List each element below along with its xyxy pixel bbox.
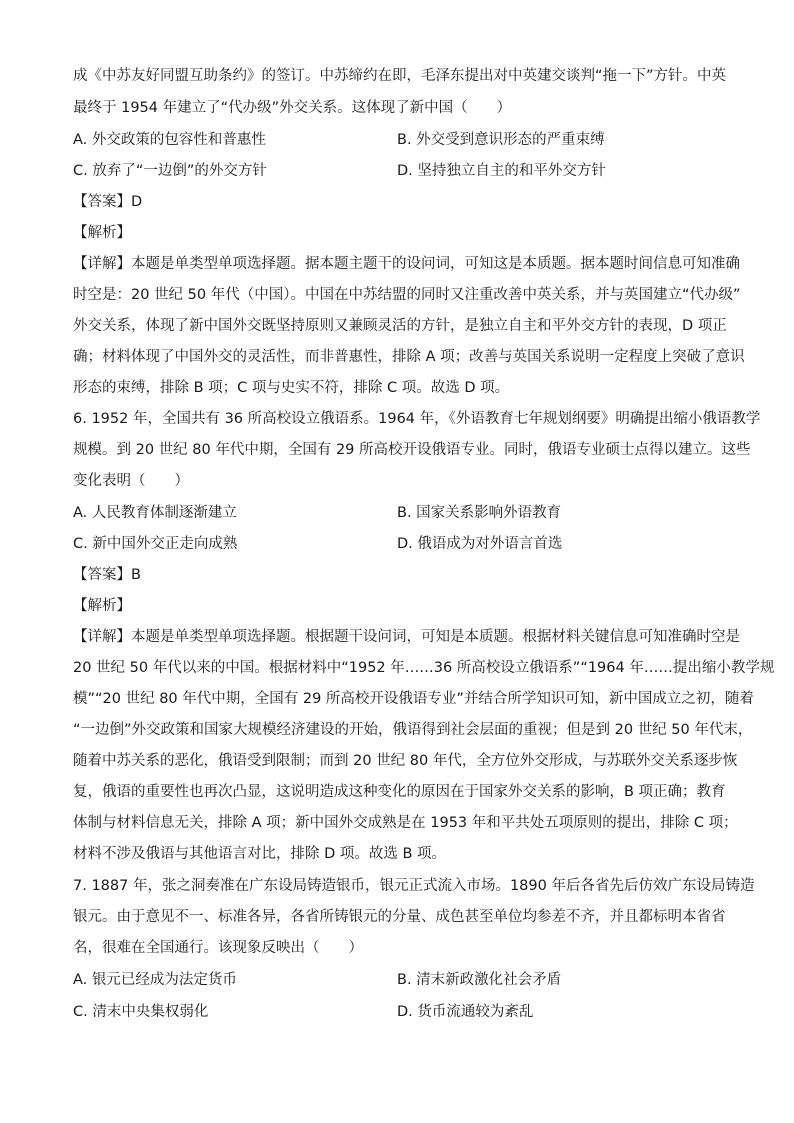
q6-detail-line: 体制与材料信息无关，排除 A 项；新中国外交成熟是在 1953 年和平共处五项原则的提出，排除 C 项； [73,815,738,831]
q6-stem-line-3: 变化表明（ ） [73,473,189,489]
q6-option-c[interactable]: C. 新中国外交正走向成熟 [73,536,238,552]
q5-stem-line-1: 成《中苏友好同盟互助条约》的签订。中苏缔约在即，毛泽东提出对中英建交谈判“拖一下”方针。中英 [73,68,727,84]
q5-analysis-label: 【解析】 [73,225,131,241]
q5-detail-line: 时空是：20 世纪 50 年代（中国）。中国在中苏结盟的同时又注重改善中英关系，并与英国建立“代办级” [73,287,741,303]
q6-option-d[interactable]: D. 俄语成为对外语言首选 [397,536,563,552]
q6-detail-line: 【详解】本题是单类型单项选择题。根据题干设问词，可知是本质题。根据材料关键信息可知准确时空是 [73,629,740,645]
q6-stem-line-1: 6. 1952 年，全国共有 36 所高校设立俄语系。1964 年，《外语教育七年规划纲要》明确提出缩小俄语教学 [73,411,761,427]
q5-detail-line: 形态的束缚，排除 B 项；C 项与史实不符，排除 C 项。故选 D 项。 [73,380,510,396]
q6-detail-line: 材料不涉及俄语与其他语言对比，排除 D 项。故选 B 项。 [73,846,447,862]
q7-option-b[interactable]: B. 清末新政激化社会矛盾 [397,972,562,988]
q7-option-d[interactable]: D. 货币流通较为紊乱 [397,1004,534,1020]
q5-answer: 【答案】D [73,194,143,210]
q5-stem-line-2: 最终于 1954 年建立了“代办级”外交关系。这体现了新中国（ ） [73,100,512,116]
q5-detail-line: 确；材料体现了中国外交的灵活性，而非普惠性，排除 A 项；改善与英国关系说明一定程度上突破了意识 [73,349,745,365]
q7-stem-line-1: 7. 1887 年，张之洞奏准在广东设局铸造银币，银元正式流入市场。1890 年后各省先后仿效广东设局铸造 [73,878,755,894]
q5-option-a[interactable]: A. 外交政策的包容性和普惠性 [73,132,266,148]
q6-detail-line: 20 世纪 50 年代以来的中国。根据材料中“1952 年……36 所高校设立俄语系”“1964 年……提出缩小教学规 [73,660,775,676]
q7-stem-line-3: 名，很难在全国通行。该现象反映出（ ） [73,940,363,956]
q6-answer: 【答案】B [73,567,141,583]
q6-detail-line: 复，俄语的重要性也再次凸显，这说明造成这种变化的原因在于国家外交关系的影响，B 项正确；教育 [73,784,726,800]
q7-stem-line-2: 银元。由于意见不一、标准各异，各省所铸银元的分量、成色甚至单位均参差不齐，并且都标明本省省 [73,909,726,925]
q6-stem-line-2: 规模。到 20 世纪 80 年代中期，全国有 29 所高校开设俄语专业。同时，俄语专业硕士点得以建立。这些 [73,442,751,458]
q5-detail-line: 【详解】本题是单类型单项选择题。据本题主题干的设问词，可知这是本质题。据本题时间信息可知准确 [73,256,740,272]
q5-option-d[interactable]: D. 坚持独立自主的和平外交方针 [397,163,606,179]
q6-detail-line: 随着中苏关系的恶化，俄语受到限制；而到 20 世纪 80 年代，全方位外交形成，与苏联外交关系逐步恢 [73,753,738,769]
q7-option-a[interactable]: A. 银元已经成为法定货币 [73,972,237,988]
q6-detail-line: 模”“20 世纪 80 年代中期，全国有 29 所高校开设俄语专业”并结合所学知识可知，新中国成立之初，随着 [73,691,754,707]
q6-analysis-label: 【解析】 [73,598,131,614]
q7-option-c[interactable]: C. 清末中央集权弱化 [73,1004,209,1020]
q6-option-b[interactable]: B. 国家关系影响外语教育 [397,505,562,521]
q5-option-c[interactable]: C. 放弃了“一边倒”的外交方针 [73,163,267,179]
q5-option-b[interactable]: B. 外交受到意识形态的严重束缚 [397,132,605,148]
q6-detail-line: “一边倒”外交政策和国家大规模经济建设的开始，俄语得到社会层面的重视；但是到 20 世纪 50 年代末， [73,722,753,738]
q5-detail-line: 外交关系，体现了新中国外交既坚持原则又兼顾灵活的方针，是独立自主和平外交方针的表现，D 项正 [73,318,727,334]
q6-option-a[interactable]: A. 人民教育体制逐渐建立 [73,505,237,521]
